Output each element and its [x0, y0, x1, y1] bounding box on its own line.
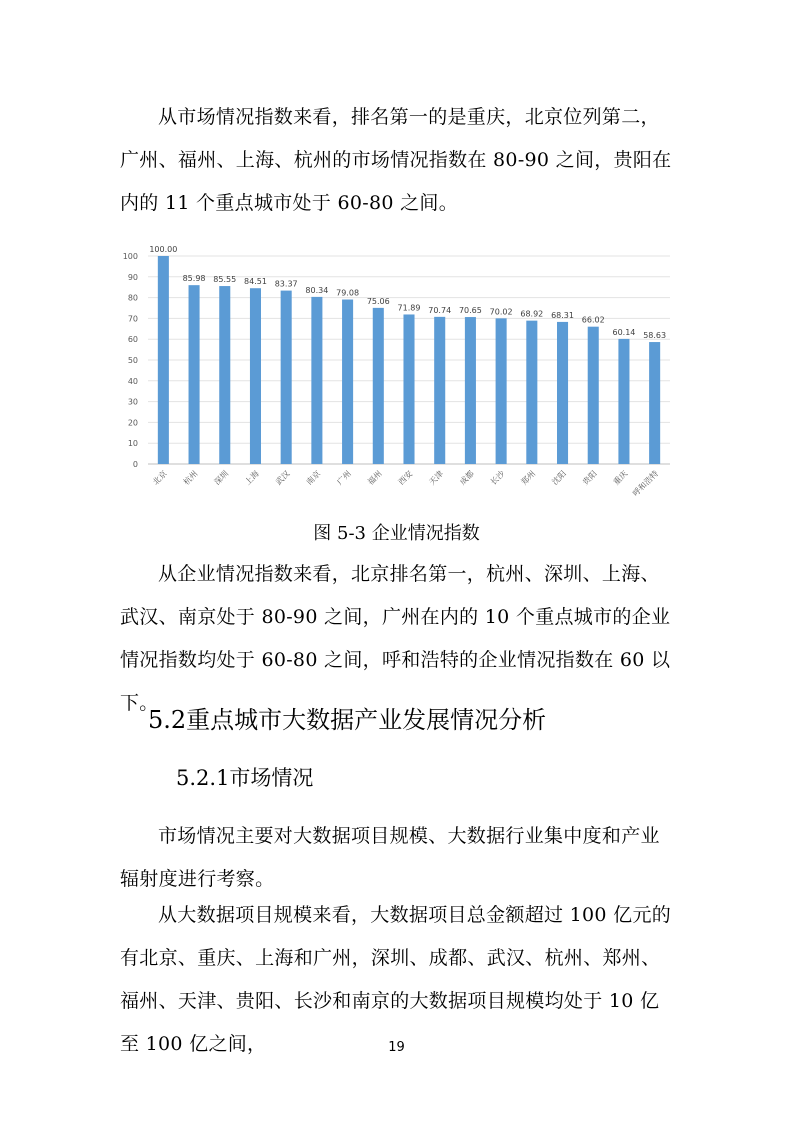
data-label: 100.00: [149, 245, 178, 254]
bar: [281, 291, 292, 464]
bar: [649, 342, 660, 464]
bar: [189, 285, 200, 464]
data-label: 58.63: [643, 331, 667, 341]
paragraph-market-scope: 市场情况主要对大数据项目规模、大数据行业集中度和产业辐射度进行考察。: [120, 825, 660, 890]
y-tick-label: 10: [127, 439, 138, 449]
x-tick-label: 成都: [458, 469, 476, 487]
y-tick-label: 30: [127, 397, 138, 407]
x-tick-label: 长沙: [488, 469, 507, 487]
x-tick-label: 深圳: [212, 469, 231, 487]
paragraph-project-scale: 从大数据项目规模来看，大数据项目总金额超过 100 亿元的有北京、重庆、上海和广州，深圳、成都、武汉、杭州、郑州、福州、天津、贵阳、长沙和南京的大数据项目规模均处于 10 亿至 100 亿之间，: [120, 904, 672, 1055]
data-label: 79.08: [336, 288, 360, 298]
x-tick-label: 天津: [427, 469, 446, 487]
data-label: 68.92: [520, 309, 544, 319]
y-tick-label: 40: [127, 376, 138, 386]
y-tick-label: 20: [127, 418, 138, 428]
bar: [373, 308, 384, 464]
section-heading: 5.2重点城市大数据产业发展情况分析: [148, 706, 547, 734]
x-tick-label: 广州: [335, 469, 354, 487]
x-tick-label: 上海: [243, 469, 261, 487]
data-label: 70.74: [428, 305, 452, 315]
data-label: 68.31: [551, 310, 574, 320]
bar: [557, 322, 568, 464]
bar: [434, 317, 445, 464]
bar: [618, 339, 629, 464]
bar: [588, 327, 599, 464]
x-tick-label: 南京: [304, 469, 323, 487]
x-tick-label: 呼和浩特: [631, 469, 661, 499]
y-tick-label: 50: [127, 356, 138, 365]
x-tick-label: 沈阳: [550, 469, 568, 487]
data-label: 70.02: [489, 307, 513, 317]
x-tick-label: 北京: [151, 469, 169, 487]
data-label: 84.51: [244, 277, 267, 287]
bar: [403, 314, 414, 464]
x-tick-label: 郑州: [519, 469, 538, 487]
data-label: 66.02: [581, 315, 605, 325]
data-label: 60.14: [612, 327, 636, 337]
bar: [342, 300, 353, 464]
enterprise-index-bar-chart: [118, 244, 678, 504]
paragraph-market-index: 从市场情况指数来看，排名第一的是重庆，北京位列第二，广州、福州、上海、杭州的市场情况指数在 80-90 之间，贵阳在内的 11 个重点城市处于 60-80 之间。: [120, 106, 672, 214]
y-tick-label: 80: [127, 293, 138, 303]
data-label: 85.98: [182, 274, 206, 284]
x-tick-label: 重庆: [611, 469, 630, 487]
data-label: 83.37: [274, 279, 298, 289]
data-label: 85.55: [213, 275, 237, 285]
bar: [496, 318, 507, 464]
bar: [219, 286, 230, 464]
figure-caption: 图 5-3 企业情况指数: [313, 523, 480, 544]
x-tick-label: 贵阳: [580, 469, 599, 487]
data-label: 80.34: [305, 285, 329, 295]
paragraph-enterprise-index: 从企业情况指数来看，北京排名第一，杭州、深圳、上海、武汉、南京处于 80-90 之间，广州在内的 10 个重点城市的企业情况指数均处于 60-80 之间，呼和浩特的企业情况指数在 60 以下。: [120, 563, 671, 714]
bar: [311, 297, 322, 464]
x-tick-label: 杭州: [181, 469, 200, 487]
bar: [250, 288, 261, 464]
data-label: 70.65: [458, 306, 482, 316]
x-tick-label: 武汉: [273, 469, 292, 487]
data-label: 75.06: [366, 296, 390, 306]
y-tick-label: 100: [122, 252, 138, 261]
bar: [526, 321, 537, 464]
x-tick-label: 福州: [366, 469, 384, 487]
subsection-heading: 5.2.1市场情况: [176, 766, 314, 790]
y-tick-label: 70: [127, 314, 138, 324]
data-label: 71.89: [397, 303, 421, 313]
y-tick-label: 90: [127, 272, 138, 282]
bar: [158, 256, 169, 464]
page-number: 19: [388, 1040, 405, 1055]
y-tick-label: 0: [132, 460, 138, 469]
x-tick-label: 西安: [396, 469, 415, 487]
y-tick-label: 60: [127, 335, 138, 345]
bar: [465, 317, 476, 464]
